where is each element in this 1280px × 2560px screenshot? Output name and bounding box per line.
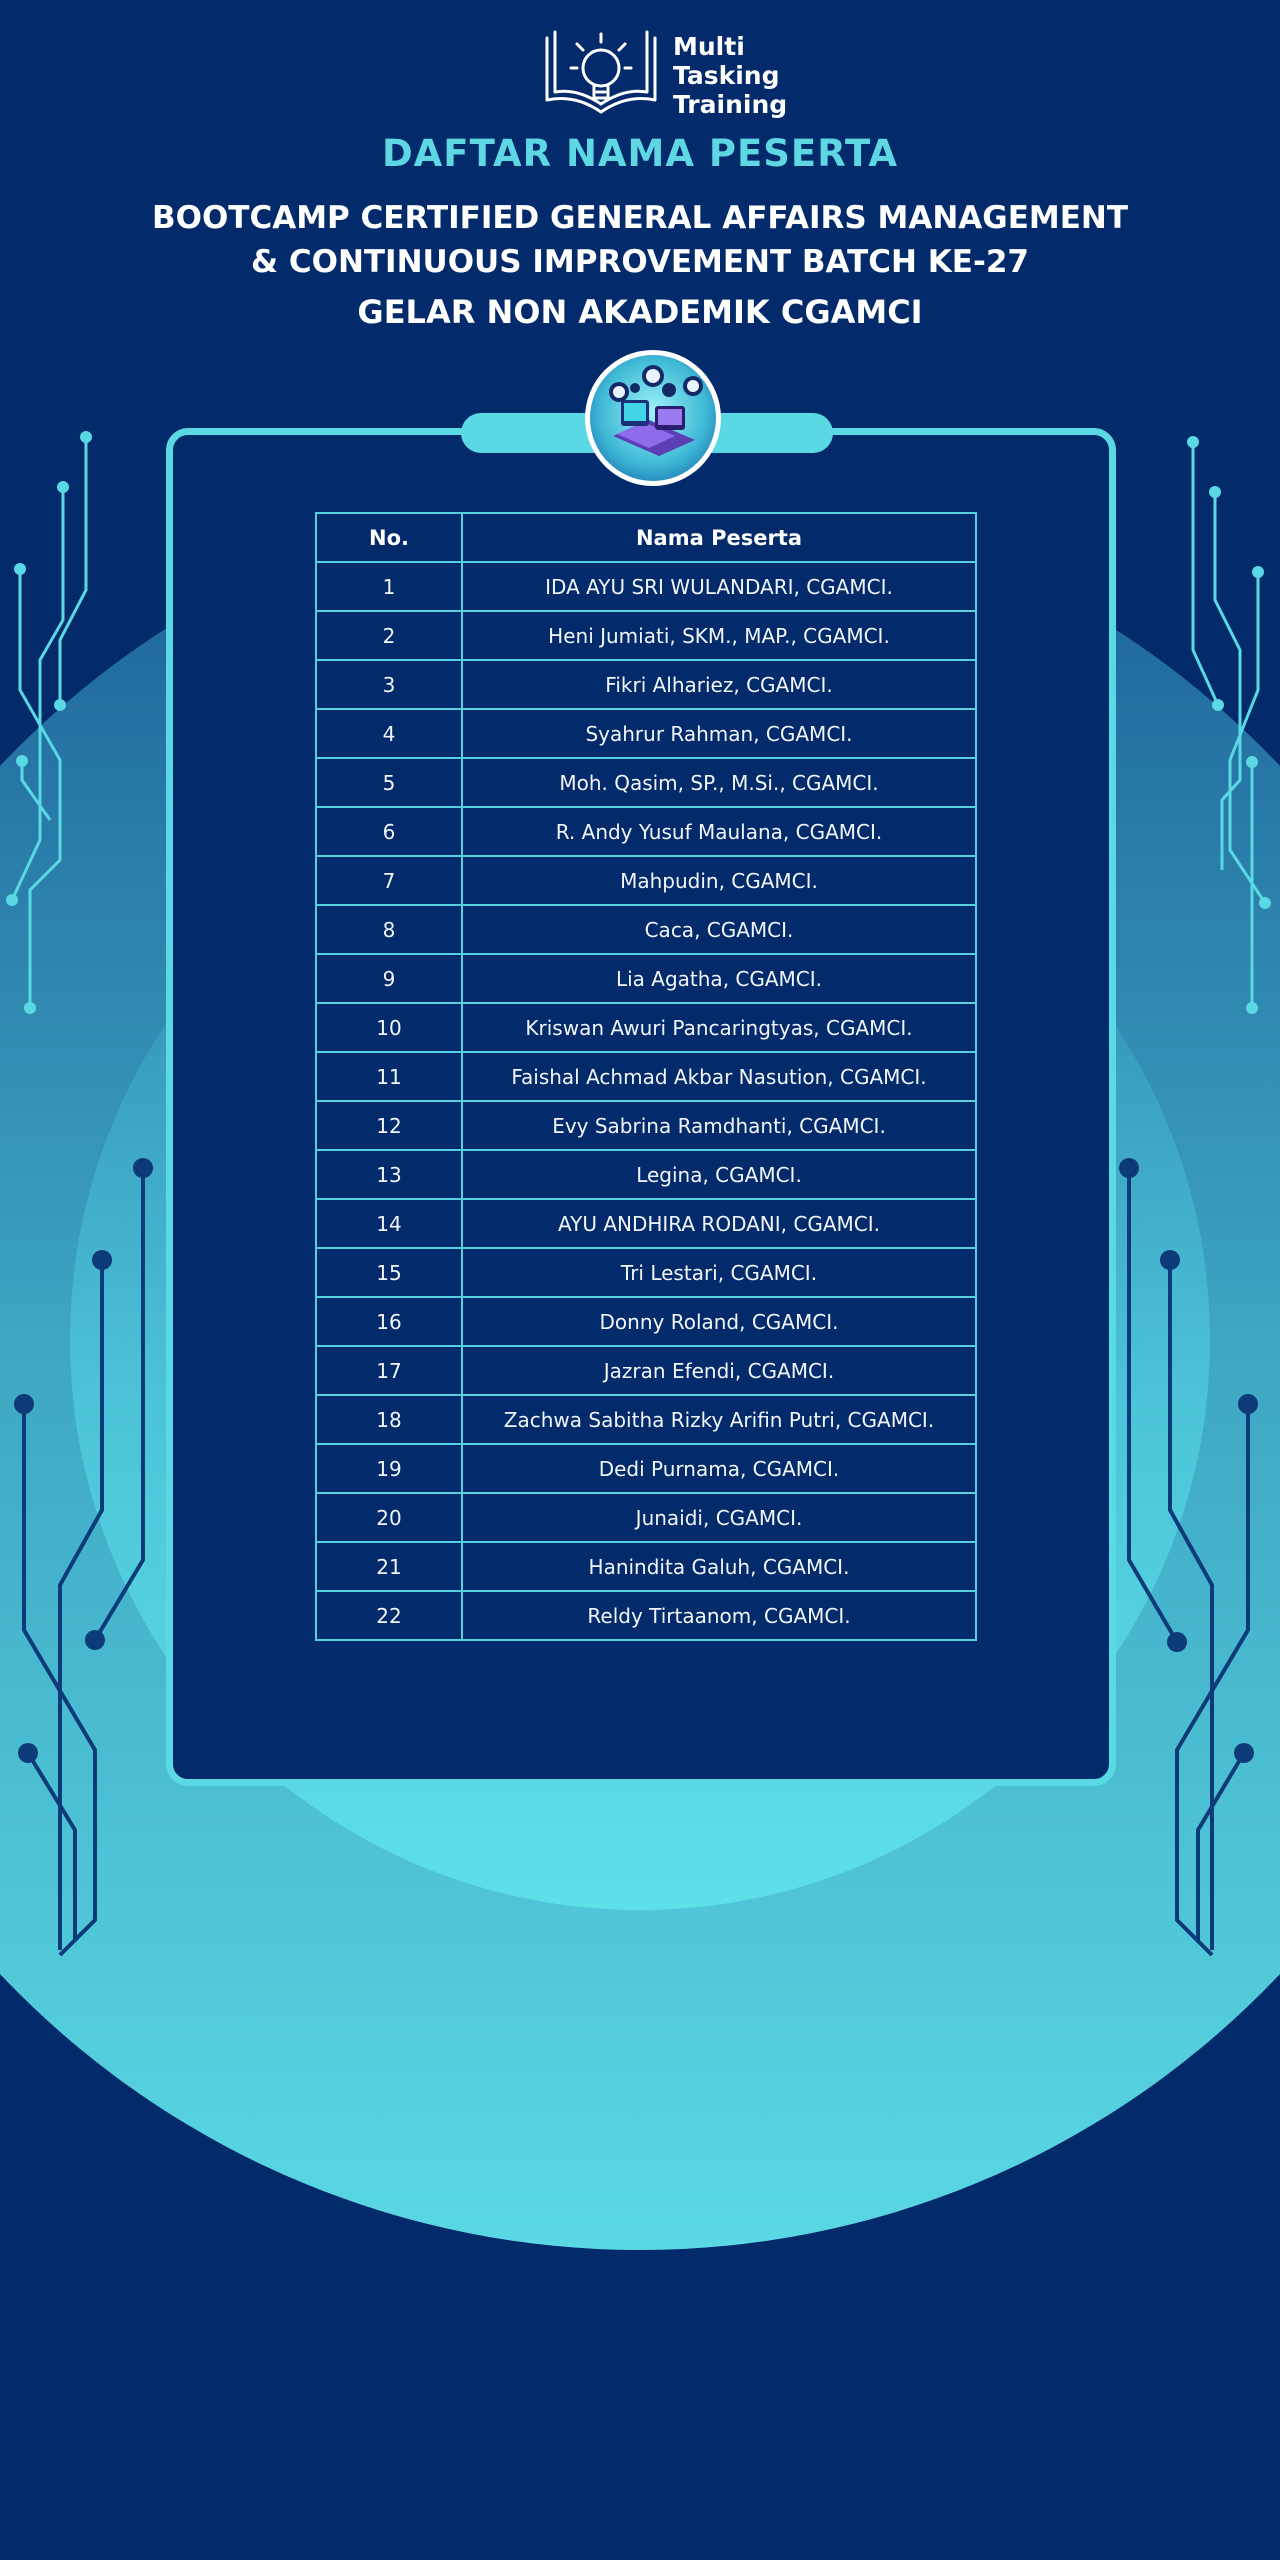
table-row: [316, 1346, 976, 1395]
row-number: 14: [316, 1199, 462, 1248]
program-title-line-2: & CONTINUOUS IMPROVEMENT BATCH KE-27: [251, 244, 1029, 280]
brand-line-1: Multi: [673, 32, 745, 61]
row-number: 17: [316, 1346, 462, 1395]
participant-name: Faishal Achmad Akbar Nasution, CGAMCI.: [462, 1052, 976, 1101]
laptop-network-emblem-icon: [583, 348, 723, 488]
row-number: 7: [316, 856, 462, 905]
table-row: [316, 1052, 976, 1101]
row-number: 9: [316, 954, 462, 1003]
participant-name: Zachwa Sabitha Rizky Arifin Putri, CGAMCI.: [462, 1395, 976, 1444]
row-number: 22: [316, 1591, 462, 1640]
participant-table: [315, 512, 977, 1641]
participant-name: Syahrur Rahman, CGAMCI.: [462, 709, 976, 758]
table-row: [316, 1493, 976, 1542]
table-row: [316, 709, 976, 758]
participant-name: AYU ANDHIRA RODANI, CGAMCI.: [462, 1199, 976, 1248]
participant-name: Lia Agatha, CGAMCI.: [462, 954, 976, 1003]
row-number: 6: [316, 807, 462, 856]
table-header-row: [316, 513, 976, 562]
column-header-number: No.: [316, 513, 462, 562]
row-number: 1: [316, 562, 462, 611]
row-number: 15: [316, 1248, 462, 1297]
row-number: 2: [316, 611, 462, 660]
table-row: [316, 1003, 976, 1052]
table-row: [316, 1101, 976, 1150]
participant-name: R. Andy Yusuf Maulana, CGAMCI.: [462, 807, 976, 856]
table-row: [316, 1591, 976, 1640]
table-row: [316, 905, 976, 954]
brand-name: [673, 32, 787, 119]
table-row: [316, 807, 976, 856]
participant-name: Jazran Efendi, CGAMCI.: [462, 1346, 976, 1395]
brand-line-3: Training: [673, 90, 788, 119]
row-number: 5: [316, 758, 462, 807]
participant-name: Tri Lestari, CGAMCI.: [462, 1248, 976, 1297]
participant-name: Caca, CGAMCI.: [462, 905, 976, 954]
table-row: [316, 1150, 976, 1199]
table-row: [316, 562, 976, 611]
row-number: 8: [316, 905, 462, 954]
participant-name: Fikri Alhariez, CGAMCI.: [462, 660, 976, 709]
participant-name: Heni Jumiati, SKM., MAP., CGAMCI.: [462, 611, 976, 660]
row-number: 11: [316, 1052, 462, 1101]
row-number: 20: [316, 1493, 462, 1542]
program-title: [0, 196, 1280, 284]
table-row: [316, 954, 976, 1003]
table-row: [316, 1248, 976, 1297]
participant-name: Legina, CGAMCI.: [462, 1150, 976, 1199]
participant-name: Evy Sabrina Ramdhanti, CGAMCI.: [462, 1101, 976, 1150]
row-number: 12: [316, 1101, 462, 1150]
participant-name: IDA AYU SRI WULANDARI, CGAMCI.: [462, 562, 976, 611]
participant-name: Reldy Tirtaanom, CGAMCI.: [462, 1591, 976, 1640]
table-row: [316, 1444, 976, 1493]
table-row: [316, 1199, 976, 1248]
participant-name: Junaidi, CGAMCI.: [462, 1493, 976, 1542]
table-row: [316, 1297, 976, 1346]
table-row: [316, 1542, 976, 1591]
participant-name: Kriswan Awuri Pancaringtyas, CGAMCI.: [462, 1003, 976, 1052]
row-number: 3: [316, 660, 462, 709]
degree-title: GELAR NON AKADEMIK CGAMCI: [357, 293, 923, 331]
page-title: DAFTAR NAMA PESERTA: [381, 132, 899, 175]
row-number: 19: [316, 1444, 462, 1493]
table-row: [316, 856, 976, 905]
row-number: 21: [316, 1542, 462, 1591]
participant-name: Donny Roland, CGAMCI.: [462, 1297, 976, 1346]
column-header-name: Nama Peserta: [462, 513, 976, 562]
table-row: [316, 660, 976, 709]
table-row: [316, 1395, 976, 1444]
participant-name: Moh. Qasim, SP., M.Si., CGAMCI.: [462, 758, 976, 807]
table-row: [316, 611, 976, 660]
table-row: [316, 758, 976, 807]
brand-line-2: Tasking: [673, 61, 780, 90]
program-title-line-1: BOOTCAMP CERTIFIED GENERAL AFFAIRS MANAGEMENT: [151, 200, 1129, 236]
participant-name: Dedi Purnama, CGAMCI.: [462, 1444, 976, 1493]
participant-name: Mahpudin, CGAMCI.: [462, 856, 976, 905]
row-number: 13: [316, 1150, 462, 1199]
row-number: 16: [316, 1297, 462, 1346]
row-number: 18: [316, 1395, 462, 1444]
participant-name: Hanindita Galuh, CGAMCI.: [462, 1542, 976, 1591]
row-number: 4: [316, 709, 462, 758]
row-number: 10: [316, 1003, 462, 1052]
